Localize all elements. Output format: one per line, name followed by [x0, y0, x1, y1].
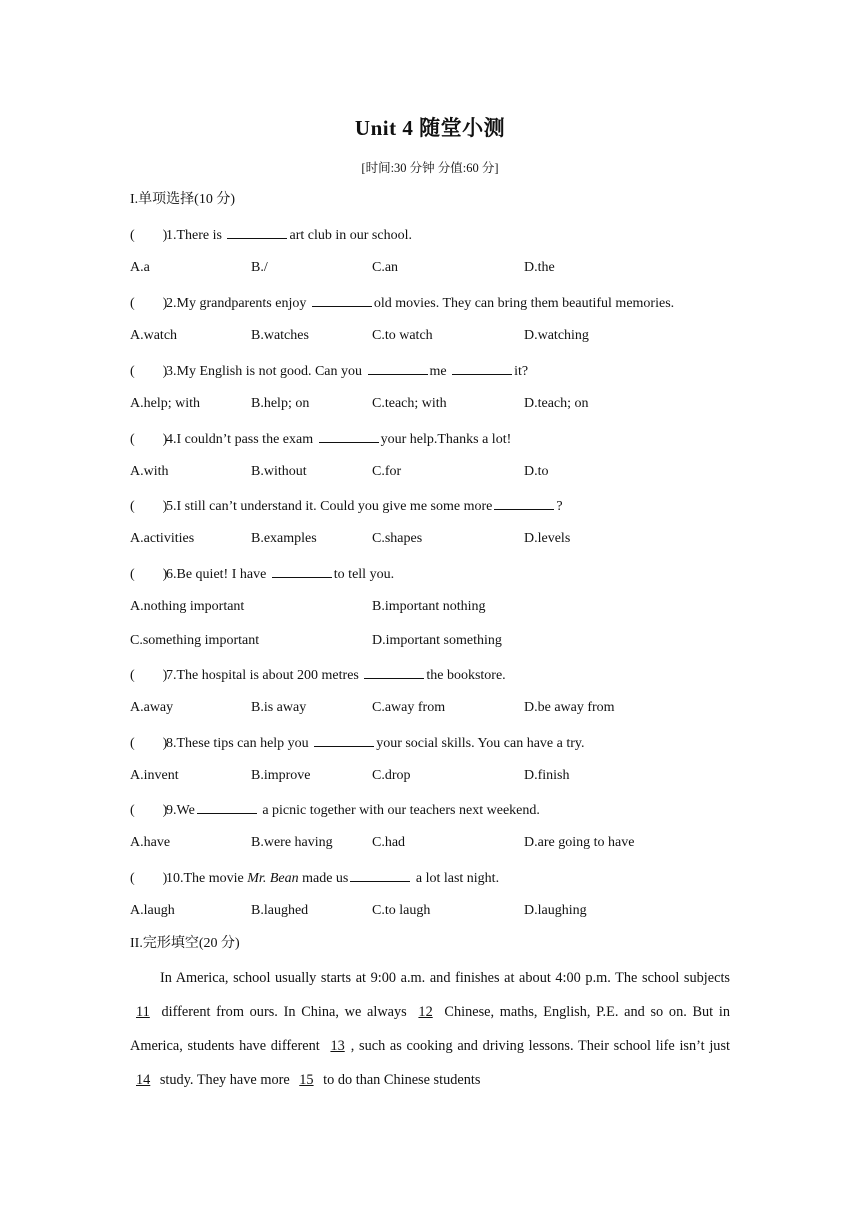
question-text: your social skills. You can have a try.: [376, 736, 585, 751]
question-text: The movie: [183, 871, 248, 886]
cloze-blank-14: 14: [136, 1072, 151, 1088]
option-a: A.nothing important: [130, 599, 245, 614]
options-3: [130, 394, 730, 414]
options-1: [130, 258, 730, 278]
option-c: C.had: [372, 835, 406, 850]
option-b: B.is away: [251, 700, 307, 715]
question-8: [130, 732, 584, 752]
answer-blank: [314, 732, 374, 747]
option-a: A.laugh: [130, 903, 175, 918]
option-d: D.the: [524, 260, 555, 275]
option-c: C.to laugh: [372, 903, 431, 918]
option-d: D.are going to have: [524, 835, 635, 850]
answer-bracket: ( ): [130, 668, 168, 683]
question-number: 1.: [166, 228, 177, 243]
options-5: [130, 529, 730, 549]
option-c: C.teach; with: [372, 396, 447, 411]
option-b: B.without: [251, 464, 307, 479]
question-text: My grandparents enjoy: [176, 296, 310, 311]
answer-blank: [319, 428, 379, 443]
answer-blank: [272, 563, 332, 578]
passage-text: different from ours. In China, we always: [155, 1004, 413, 1020]
question-10: [130, 867, 499, 887]
question-number: 2.: [166, 296, 177, 311]
page-title: Unit 4 随堂小测: [354, 116, 506, 140]
options-4: [130, 462, 730, 482]
question-number: 3.: [166, 364, 177, 379]
section-heading-cloze: II.完形填空(20 分): [130, 936, 240, 951]
option-b: B.help; on: [251, 396, 310, 411]
question-text: art club in our school.: [289, 228, 412, 243]
cloze-blank-13: 13: [330, 1038, 345, 1054]
option-d: D.important something: [372, 633, 502, 648]
cloze-blank-11: 11: [136, 1004, 150, 1020]
question-text: These tips can help you: [176, 736, 313, 751]
option-b: B.were having: [251, 835, 333, 850]
option-a: A.help; with: [130, 396, 200, 411]
question-text: to tell you.: [333, 567, 395, 582]
question-text: My English is not good. Can you: [176, 364, 366, 379]
option-c: C.an: [372, 260, 399, 275]
question-1: [130, 224, 412, 244]
question-text: ?: [556, 499, 563, 514]
option-d: D.be away from: [524, 700, 615, 715]
answer-bracket: ( ): [130, 296, 168, 311]
option-b: B.laughed: [251, 903, 309, 918]
section-heading-single-choice: I.单项选择(10 分): [130, 192, 235, 207]
question-number: 9.: [166, 803, 177, 818]
question-5: [130, 495, 563, 515]
movie-title: Mr. Bean: [247, 871, 299, 886]
options-6-row-2: [130, 631, 730, 651]
question-number: 5.: [166, 499, 177, 514]
option-c: C.away from: [372, 700, 446, 715]
option-b: B.important nothing: [372, 599, 486, 614]
question-text: the bookstore.: [426, 668, 506, 683]
answer-bracket: ( ): [130, 871, 168, 886]
option-b: B.watches: [251, 328, 309, 343]
answer-blank: [494, 495, 554, 510]
option-a: A.away: [130, 700, 174, 715]
question-3: [130, 360, 528, 380]
options-2: [130, 326, 730, 346]
question-text: I couldn’t pass the exam: [176, 432, 317, 447]
answer-bracket: ( ): [130, 567, 168, 582]
question-number: 8.: [166, 736, 177, 751]
option-d: D.laughing: [524, 903, 587, 918]
option-d: D.teach; on: [524, 396, 589, 411]
answer-blank: [350, 867, 410, 882]
question-text: a lot last night.: [412, 871, 500, 886]
question-text: The hospital is about 200 metres: [176, 668, 363, 683]
option-a: A.watch: [130, 328, 178, 343]
answer-blank: [312, 292, 372, 307]
option-b: B.improve: [251, 768, 311, 783]
answer-blank: [227, 224, 287, 239]
passage-text: to do than Chinese students: [319, 1072, 481, 1088]
option-a: A.activities: [130, 531, 195, 546]
option-a: A.invent: [130, 768, 179, 783]
option-a: A.with: [130, 464, 169, 479]
answer-bracket: ( ): [130, 803, 168, 818]
option-a: A.have: [130, 835, 171, 850]
answer-bracket: ( ): [130, 228, 168, 243]
options-9: [130, 833, 730, 853]
answer-blank: [452, 360, 512, 375]
question-7: [130, 664, 506, 684]
option-d: D.watching: [524, 328, 589, 343]
question-2: [130, 292, 674, 312]
option-c: C.drop: [372, 768, 411, 783]
cloze-blank-12: 12: [418, 1004, 433, 1020]
option-d: D.to: [524, 464, 549, 479]
option-c: C.shapes: [372, 531, 423, 546]
question-9: [130, 799, 540, 819]
answer-blank: [368, 360, 428, 375]
answer-bracket: ( ): [130, 364, 168, 379]
options-6-row-1: [130, 597, 730, 617]
option-c: C.for: [372, 464, 402, 479]
answer-blank: [197, 799, 257, 814]
question-6: [130, 563, 394, 583]
question-text: We: [176, 803, 195, 818]
question-number: 6.: [166, 567, 177, 582]
question-text: I still can’t understand it. Could you give me some more: [176, 499, 493, 514]
question-number: 10.: [166, 871, 184, 886]
option-c: C.something important: [130, 633, 260, 648]
option-b: B.examples: [251, 531, 317, 546]
options-10: [130, 901, 730, 921]
question-text: old movies. They can bring them beautiful memories.: [373, 296, 675, 311]
passage-text: , such as cooking and driving lessons. Their school life isn’t just: [350, 1038, 730, 1054]
question-text: made us: [298, 871, 349, 886]
answer-bracket: ( ): [130, 736, 168, 751]
question-text: Be quiet! I have: [176, 567, 270, 582]
option-c: C.to watch: [372, 328, 433, 343]
passage-text: In America, school usually starts at 9:00 a.m. and finishes at about 4:00 p.m. The school subjects: [160, 970, 730, 986]
question-text: a picnic together with our teachers next weekend.: [258, 803, 540, 818]
option-d: D.finish: [524, 768, 570, 783]
question-4: [130, 428, 511, 448]
option-d: D.levels: [524, 531, 571, 546]
question-text: it?: [514, 364, 529, 379]
options-7: [130, 698, 730, 718]
question-text: me: [429, 364, 451, 379]
cloze-blank-15: 15: [299, 1072, 314, 1088]
options-8: [130, 766, 730, 786]
question-number: 4.: [166, 432, 177, 447]
option-b: B./: [251, 260, 268, 275]
passage-text: study. They have more: [156, 1072, 294, 1088]
question-number: 7.: [166, 668, 177, 683]
passage-text: Chinese, maths, English, P.E. and so on. But in America, students have different: [130, 1004, 730, 1054]
cloze-passage: [130, 961, 730, 1097]
answer-bracket: ( ): [130, 499, 168, 514]
answer-blank: [364, 664, 424, 679]
question-text: There is: [176, 228, 226, 243]
option-a: A.a: [130, 260, 150, 275]
answer-bracket: ( ): [130, 432, 168, 447]
page-subtitle: [时间:30 分钟 分值:60 分]: [361, 161, 499, 175]
question-text: your help.Thanks a lot!: [380, 432, 512, 447]
